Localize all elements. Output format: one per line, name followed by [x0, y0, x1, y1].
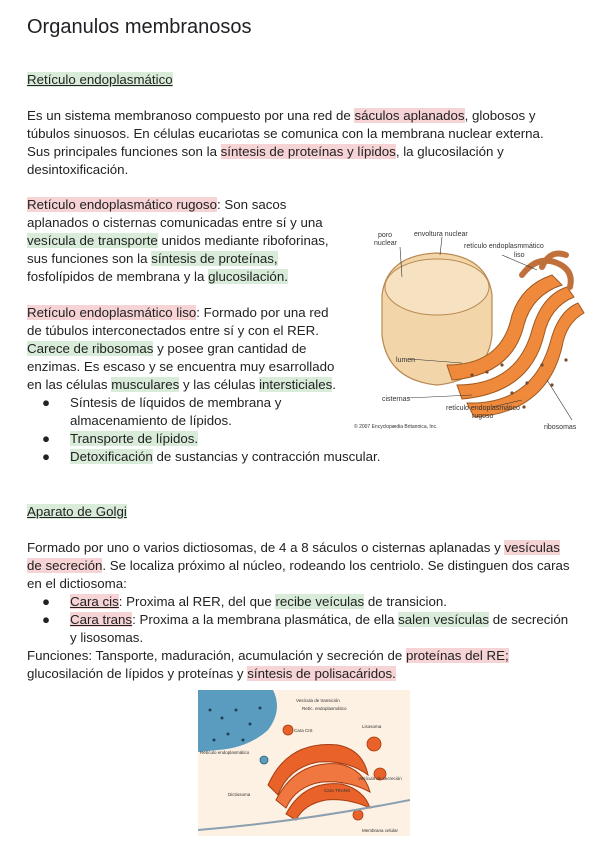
section-heading-golgi — [27, 503, 127, 521]
text: : Formado por una red de túbulos interconectados entre sí y con el RER. — [27, 305, 329, 338]
list-item-text: : Proxima a la membrana plasmática, de ella — [132, 612, 399, 627]
highlight: sáculos aplanados — [354, 108, 465, 123]
figure-label: nuclear — [374, 240, 397, 247]
figure-label: Retíc. endoplasmático — [302, 706, 347, 711]
bullet-icon: ● — [42, 449, 51, 464]
figure-label: cisternas — [382, 396, 411, 403]
text: Es un sistema membranoso compuesto por una red de — [27, 108, 355, 123]
list-item-text: : Proxima al RER, del que — [118, 594, 276, 609]
figure-label: lumen — [396, 357, 416, 364]
highlight: vesículas — [504, 540, 560, 555]
figure-label: Cara TRANS — [324, 788, 351, 793]
highlight: síntesis de polisacáridos. — [247, 666, 396, 681]
highlight: glucosilación. — [208, 269, 288, 284]
text: , globosos y túbulos sinuosos. En células eucariotas se comunica con la membrana nuclear externa. Sus principales funciones son la — [27, 108, 544, 159]
section-heading-re — [27, 71, 173, 89]
golgi-diagram-svg — [198, 690, 410, 836]
bullet-icon: ● — [42, 431, 51, 446]
re-diagram-svg — [352, 215, 596, 437]
figure-label: rugoso — [472, 413, 494, 420]
list-item — [40, 448, 400, 466]
term: Retículo endoplasmático liso — [27, 305, 197, 320]
list-item — [40, 430, 400, 448]
figure-label: Lisosoma — [362, 724, 382, 729]
term: Cara trans — [70, 612, 133, 627]
highlight: de secreción — [27, 558, 103, 573]
bullet-icon: ● — [42, 395, 51, 410]
figure-label: Membrana celular — [362, 828, 399, 833]
figure-label: retículo endoplasmático — [446, 405, 520, 412]
highlight: síntesis de proteínas y lípidos — [220, 144, 396, 159]
text: Formado por uno o varios dictiosomas, de 4 a 8 sáculos o cisternas aplanadas y — [27, 540, 505, 555]
section-title: Retículo endoplasmático — [27, 72, 173, 87]
figure-label: ribosomas — [544, 424, 577, 431]
highlight: síntesis de proteínas, — [151, 251, 278, 266]
list-item-text: Síntesis de líquidos de membrana y almacenamiento de lípidos. — [70, 395, 282, 428]
rel-paragraph — [27, 304, 345, 394]
list-item-text: Detoxificación — [70, 449, 153, 464]
list-item-text: de transicion. — [364, 594, 447, 609]
figure-credit: © 2007 Encyclopædia Britannica, Inc. — [354, 424, 438, 430]
golgi-bullet-list — [40, 593, 570, 647]
page-title: Organulos membranosos — [27, 16, 252, 38]
list-item-text: de secreción y lisosomas. — [70, 612, 569, 645]
list-item-text: Transporte de lípidos. — [70, 431, 199, 446]
text: glucosilación de lípidos y proteínas y — [27, 666, 248, 681]
figure-label: envoltura nuclear — [414, 231, 468, 238]
text: , la glucosilación y desintoxificación. — [27, 144, 504, 177]
rer-paragraph — [27, 196, 339, 286]
list-item — [40, 593, 570, 611]
highlight: proteínas del RE; — [405, 648, 509, 663]
nucleus-top — [385, 259, 489, 315]
highlight: recibe veículas — [275, 594, 365, 609]
figure-label: Retículo endoplasmático — [200, 750, 250, 755]
text: . — [332, 377, 336, 392]
golgi-diagram — [198, 690, 410, 836]
figure-label: liso — [514, 252, 525, 259]
list-item — [40, 611, 570, 647]
bullet-icon: ● — [42, 594, 51, 609]
text: y las células — [179, 377, 260, 392]
highlight: vesícula de transporte — [27, 233, 158, 248]
highlight: intersticiales — [259, 377, 333, 392]
figure-label: Vesícula de transición — [296, 698, 340, 703]
list-item-text: de sustancias y contracción muscular. — [152, 449, 381, 464]
section-title: Aparato de Golgi — [27, 504, 127, 519]
term: Funciones — [27, 648, 89, 663]
re-diagram — [352, 215, 596, 437]
figure-label: retículo endoplasmmático — [464, 243, 544, 250]
re-bullet-list — [40, 394, 400, 466]
figure-label: Cara CIS — [294, 728, 313, 733]
text: . Se localiza próximo al núcleo, rodeando los centriolo. Se distinguen dos caras en el dictiosoma: — [27, 558, 570, 591]
figure-label: poro — [378, 232, 393, 239]
term: Retículo endoplasmático rugoso — [27, 197, 217, 212]
text: fosfolípidos de membrana y la — [27, 269, 209, 284]
text: unidos mediante riboforinas, sus funciones son la — [27, 233, 329, 266]
text: y posee gran cantidad de enzimas. Es escaso y se encuentra muy esarrollado en las células — [27, 341, 335, 392]
list-item — [40, 394, 300, 430]
golgi-functions-paragraph — [27, 647, 572, 683]
figure-label: Vesícula de secreción — [358, 776, 402, 781]
term: Cara cis — [70, 594, 119, 609]
highlight: salen vesículas — [398, 612, 490, 627]
re-intro-paragraph — [27, 107, 557, 179]
text: : Tansporte, maduración, acumulación y secreción de — [88, 648, 406, 663]
bullet-icon: ● — [42, 612, 51, 627]
highlight: musculares — [111, 377, 180, 392]
golgi-intro-paragraph — [27, 539, 572, 593]
text: : Son sacos aplanados o cisternas comunicadas entre sí y una — [27, 197, 323, 230]
highlight: Carece de ribosomas — [27, 341, 154, 356]
figure-label: Dictiosoma — [228, 792, 251, 797]
